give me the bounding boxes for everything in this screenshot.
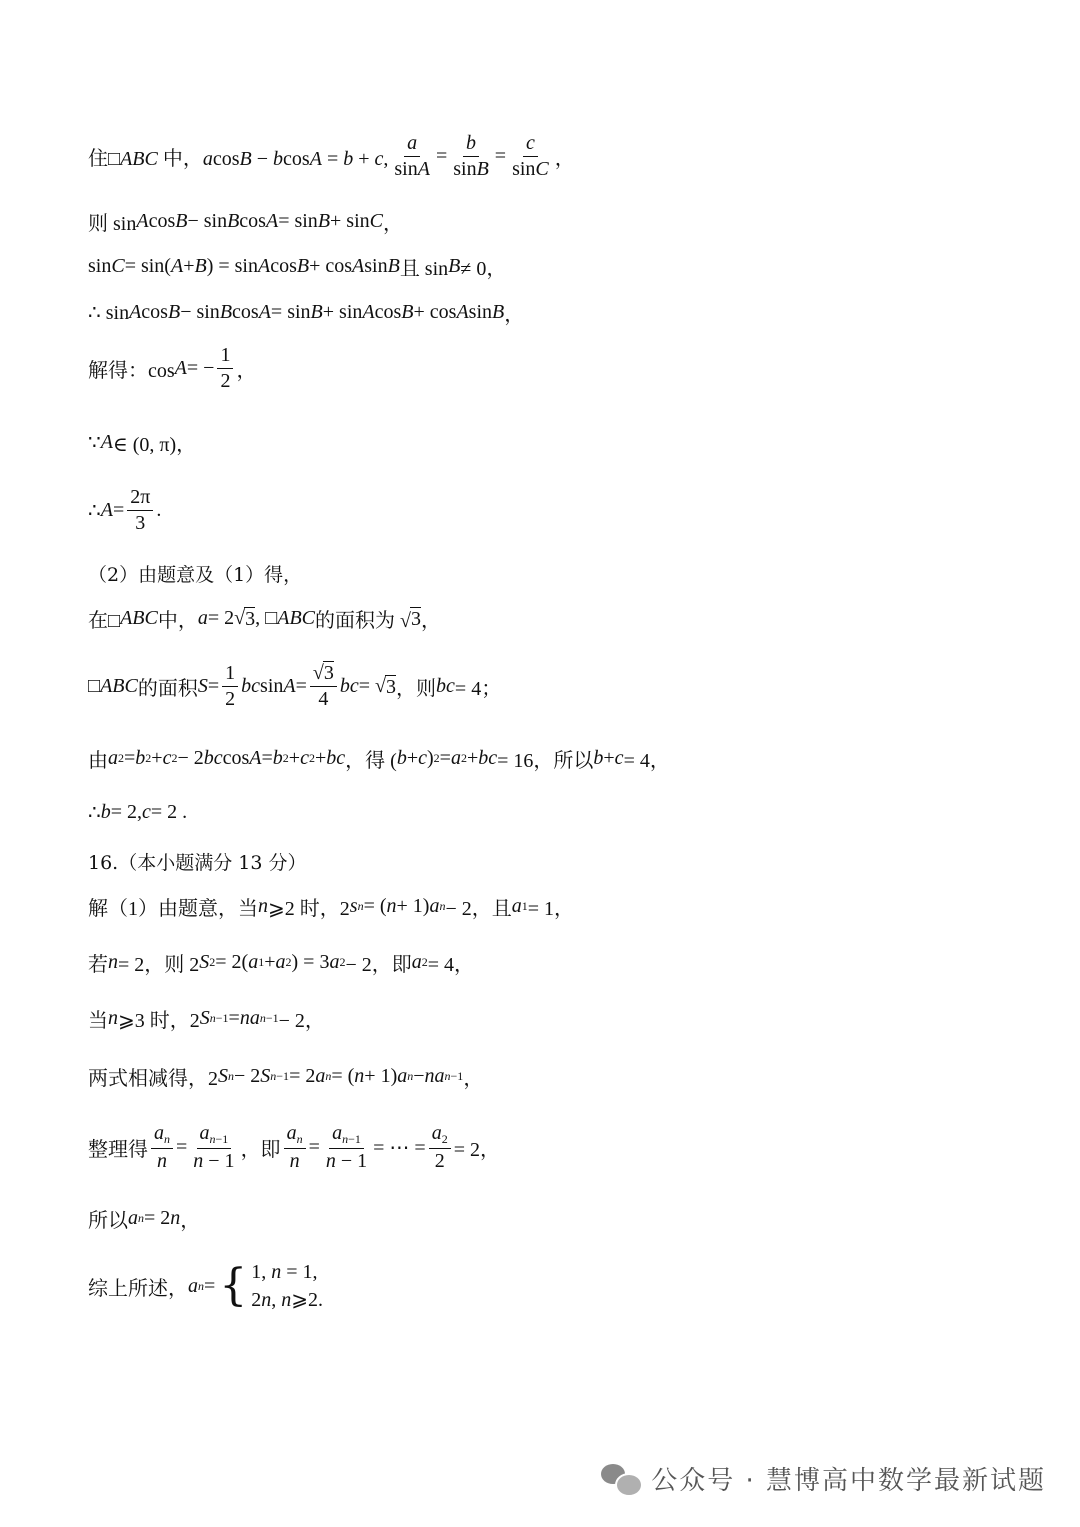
line-text-7: （2）由题意及（1）得， bbox=[88, 564, 303, 586]
solution-line: 则 sin A cos B − sin B cos A = sin B + sin C ， bbox=[88, 210, 403, 235]
solution-line: ∴ A = $\frac{2\pi}{3}$ . bbox=[88, 486, 162, 534]
solution-line: 由 a 2 = b 2 + c 2 − 2 bc cos A = b 2 + c 2 + bc ，得 ( b + c ) 2 = a 2 + bc = 16，所以 b + c = 4， bbox=[88, 747, 670, 772]
solution-line: 所以 a n = 2 n ， bbox=[88, 1207, 201, 1232]
watermark bbox=[601, 1460, 1046, 1497]
wechat-icon bbox=[601, 1462, 641, 1496]
solution-line: ∴ b = 2, c = 2 . bbox=[88, 801, 188, 824]
solution-line: 解（1）由题意，当 n ⩾2 时，2 s n = ( n + 1) a n − 2，且 a 1 = 1， bbox=[88, 895, 575, 920]
solution-line: 整理得 $\frac{a_n}{n}$ = $\frac{a_{n-1}}{n - 1}$ ，即 $\frac{a_n}{n}$ = $\frac{a_{n-1}}{n - 1}$ = ⋯ = $\frac{a_2}{2}$ = 2， bbox=[88, 1122, 500, 1172]
solution-line: □ ABC 的面积 S = $\frac{1}{2}$ bc sin A = $\frac{√3}{4}$ bc = √ 3 ，则 bc = 4； bbox=[88, 662, 502, 710]
solution-line: 若 n = 2，则 2 S 2 = 2( a 1 + a 2 ) = 3 a 2 − 2，即 a 2 = 4， bbox=[88, 951, 475, 976]
solution-line bbox=[88, 560, 302, 587]
solution-line: 在□ ABC 中， a = 2√ 3 , □ ABC 的面积为 √ 3 ， bbox=[88, 607, 441, 632]
solution-line: 解得：cos A = − $\frac{1}{2}$ ， bbox=[88, 344, 257, 392]
solution-line: 综上所述， a n = { 1, n = 1, 2n, n⩾2. bbox=[88, 1260, 324, 1311]
solution-line: 当 n ⩾3 时，2 S n−1 = na n−1 − 2， bbox=[88, 1007, 325, 1032]
line-text-12: 16.（本小题满分 13 分） bbox=[88, 852, 307, 874]
watermark-text: 公众号 · 慧博高中数学最新试题 bbox=[651, 1466, 1046, 1496]
solution-line: sin C = sin( A + B ) = sin A cos B + cos A sin B 且 sin B ≠ 0， bbox=[88, 255, 507, 280]
solution-line: 住□ABC 中，acosB − bcosA = b + c, $\frac{a}{\sin A}$ = $\frac{b}{\sin B}$ = $\frac{c}{\sin C}$ ， bbox=[88, 132, 575, 180]
solution-line: ∴ sin A cos B − sin B cos A = sin B + sin A cos B + cos A sin B ， bbox=[88, 301, 525, 326]
solution-line: ∵ A ∈ (0, π)， bbox=[88, 431, 197, 456]
solution-line: 两式相减得，2 S n − 2 S n−1 = 2 a n = ( n + 1) a n − na n−1 ， bbox=[88, 1065, 484, 1090]
problem-heading bbox=[88, 848, 306, 875]
